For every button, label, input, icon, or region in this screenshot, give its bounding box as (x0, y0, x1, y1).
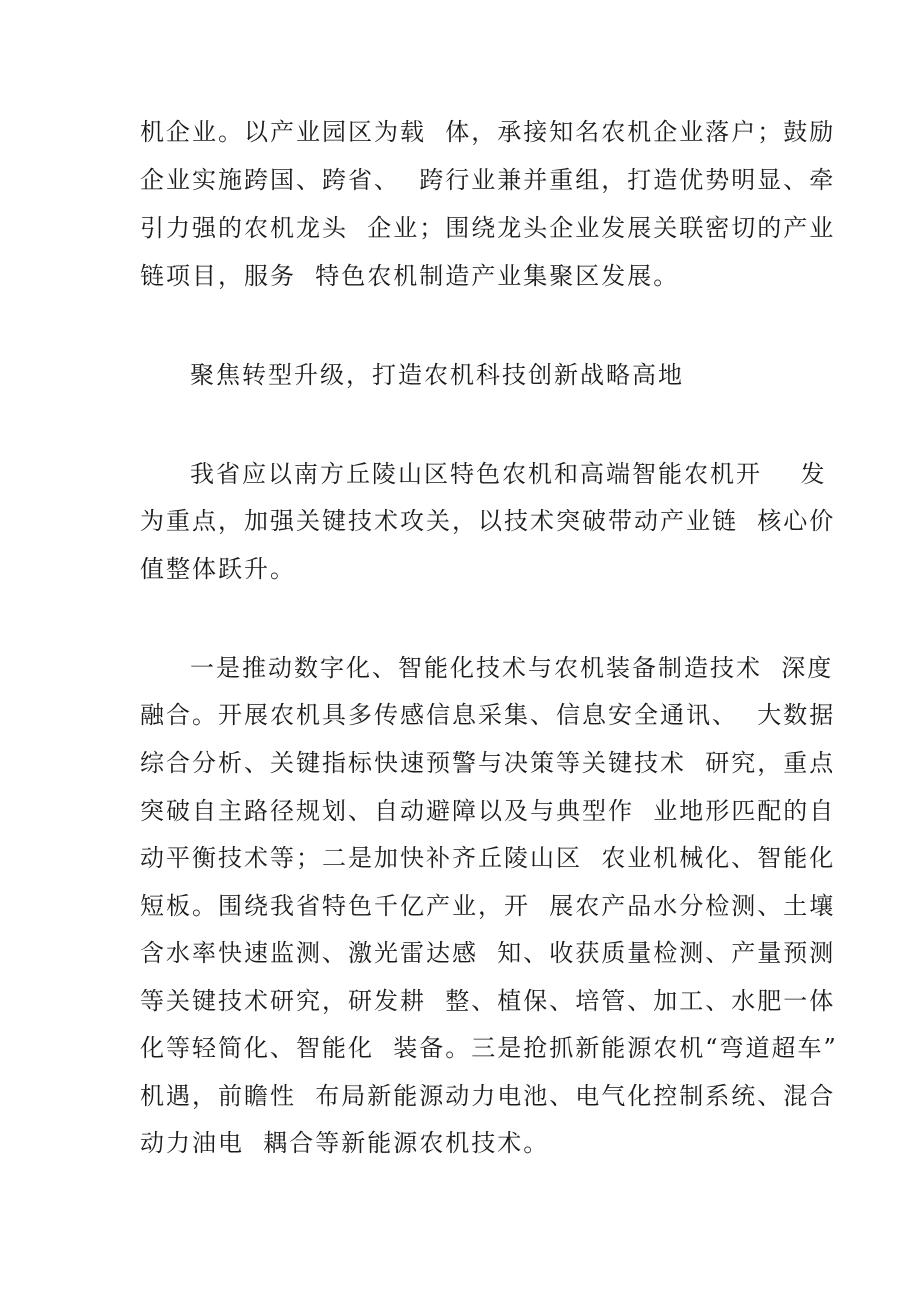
paragraph-3-line-8: 等关键技术研究，研发耕 整、植保、培管、加工、水肥一体 (140, 987, 836, 1015)
section-heading: 聚焦转型升级，打造农机科技创新战略高地 (190, 361, 684, 389)
paragraph-3-line-5: 动平衡技术等；二是加快补齐丘陵山区 农业机械化、智能化 (140, 844, 836, 872)
paragraph-3-line-3: 综合分析、关键指标快速预警与决策等关键技术 研究，重点 (140, 749, 836, 777)
paragraph-1-line-2: 企业实施跨国、跨省、 跨行业兼并重组，打造优势明显、牵 (140, 166, 836, 194)
paragraph-3-line-1: 一是推动数字化、智能化技术与农机装备制造技术 深度 (190, 654, 834, 682)
paragraph-1-line-1: 机企业。以产业园区为载 体，承接知名农机企业落户；鼓励 (140, 118, 836, 146)
paragraph-3-line-6: 短板。围绕我省特色千亿产业，开 展农产品水分检测、土壤 (140, 892, 836, 920)
paragraph-3-line-7: 含水率快速监测、激光雷达感 知、收获质量检测、产量预测 (140, 939, 836, 967)
paragraph-3-line-11: 动力油电 耦合等新能源农机技术。 (140, 1129, 550, 1157)
paragraph-3-line-2: 融合。开展农机具多传感信息采集、信息安全通讯、 大数据 (140, 701, 836, 729)
paragraph-2-line-1: 我省应以南方丘陵山区特色农机和高端智能农机开 发 (190, 460, 827, 488)
paragraph-3-line-4: 突破自主路径规划、自动避障以及与典型作 业地形匹配的自 (140, 797, 836, 825)
paragraph-3-line-9: 化等轻简化、智能化 装备。三是抢抓新能源农机“弯道超车” (140, 1034, 838, 1062)
paragraph-2-line-3: 值整体跃升。 (140, 555, 296, 583)
paragraph-1-line-4: 链项目，服务 特色农机制造产业集聚区发展。 (140, 262, 680, 290)
paragraph-3-line-10: 机遇，前瞻性 布局新能源动力电池、电气化控制系统、混合 (140, 1082, 836, 1110)
paragraph-1-line-3: 引力强的农机龙头 企业；围绕龙头企业发展关联密切的产业 (140, 214, 836, 242)
paragraph-2-line-2: 为重点，加强关键技术攻关，以技术突破带动产业链 核心价 (140, 507, 836, 535)
